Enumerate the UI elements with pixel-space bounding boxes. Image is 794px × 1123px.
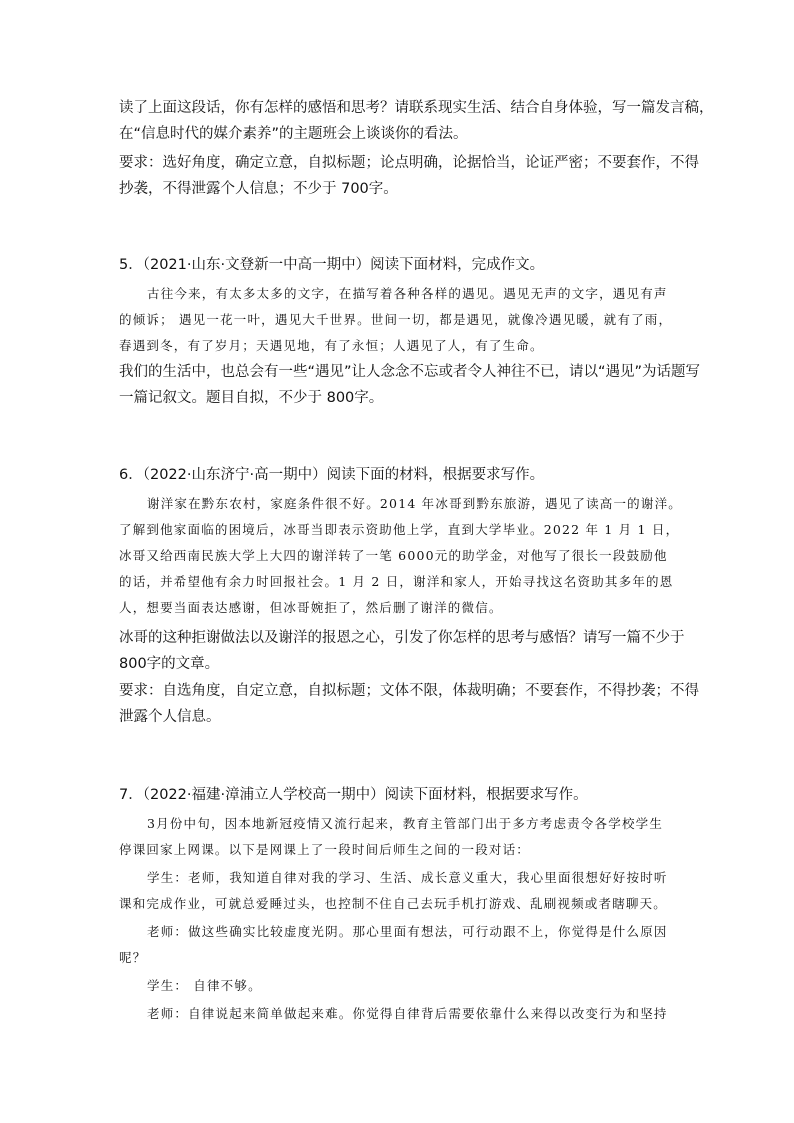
question-7-material-line-2: 停课回家上网课。以下是网课上了一段时间后师生之间的一段对话：	[119, 842, 531, 857]
question-5-material-line-1: 古往今来，有太多太多的文字，在描写着各种各样的遇见。遇见无声的文字，遇见有声	[147, 286, 668, 301]
question-7-dialogue-line-1: 学生：老师，我知道自律对我的学习、生活、成长意义重大，我心里面很想好好按时听	[147, 870, 668, 885]
question-5-prompt-line-1: 我们的生活中，也总会有一些“遇见”让人念念不忘或者令人神往不已，请以“遇见”为话题写	[119, 364, 701, 380]
question-6-prompt-line-2: 800字的文章。	[119, 656, 220, 672]
question-6-requirements-line-1: 要求：自选角度，自定立意，自拟标题；文体不限，体裁明确；不要套作，不得抄袭；不得	[119, 683, 699, 699]
question-7-material-line-1: 3月份中旬，因本地新冠疫情又流行起来，教育主管部门出于多方考虑责令各学校学生	[147, 816, 664, 831]
question-6-material-line-5: 人，想要当面表达感谢，但冰哥婉拒了，然后删了谢洋的微信。	[119, 600, 503, 615]
question-6-material-line-1: 谢洋家在黔东农村，家庭条件很不好。2014 年冰哥到黔东旅游，遇见了读高一的谢洋。	[147, 496, 682, 511]
question-7-dialogue-line-6: 老师：自律说起来简单做起来难。你觉得自律背后需要依靠什么来得以改变行为和坚持	[147, 1006, 668, 1021]
question-6-material-line-2: 了解到他家面临的困境后，冰哥当即表示资助他上学，直到大学毕业。2022 年 1 月 1 日，	[119, 522, 680, 537]
question-6-material-line-3: 冰哥又给西南民族大学上大四的谢洋转了一笔 6000元的助学金，对他写了很长一段鼓励他	[119, 548, 668, 563]
question-6-prompt-line-1: 冰哥的这种拒谢做法以及谢洋的报恩之心，引发了你怎样的思考与感悟？请写一篇不少于	[119, 630, 685, 646]
question-6-requirements-line-2: 泄露个人信息。	[119, 709, 221, 725]
requirements-line-2: 抄袭，不得泄露个人信息；不少于 700字。	[119, 181, 398, 197]
question-5-material-line-2: 的倾诉； 遇见一花一叶，遇见大千世界。世间一切，都是遇见，就像冷遇见暖，就有了雨，	[119, 312, 673, 327]
question-6-title: 6．（2022·山东济宁·高一期中）阅读下面的材料，根据要求写作。	[119, 467, 545, 483]
question-5-prompt-line-2: 一篇记叙文。题目自拟，不少于 800字。	[119, 390, 384, 406]
essay-intro-line-1: 读了上面这段话，你有怎样的感悟和思考？请联系现实生活、结合自身体验，写一篇发言稿，	[119, 100, 714, 116]
essay-intro-line-2: 在“信息时代的媒介素养”的主题班会上谈谈你的看法。	[119, 126, 468, 142]
question-7-title: 7．（2022·福建·漳浦立人学校高一期中）阅读下面材料，根据要求写作。	[119, 787, 588, 803]
question-7-dialogue-line-5: 学生： 自律不够。	[147, 978, 262, 993]
question-5-material-line-3: 春遇到冬，有了岁月；天遇见地，有了永恒；人遇见了人，有了生命。	[119, 338, 544, 353]
question-6-material-line-4: 的话，并希望他有余力时回报社会。1 月 2 日，谢洋和家人，开始寻找这名资助其多年的恩	[119, 574, 674, 589]
question-7-dialogue-line-3: 老师：做这些确实比较虚度光阴。那心里面有想法，可行动跟不上，你觉得是什么原因	[147, 924, 668, 939]
question-5-title: 5．（2021·山东·文登新一中高一期中）阅读下面材料，完成作文。	[119, 257, 545, 273]
question-7-dialogue-line-2: 课和完成作业，可就总爱睡过头，也控制不住自己去玩手机打游戏、乱刷视频或者瞎聊天。	[119, 896, 668, 911]
requirements-line-1: 要求：选好角度，确定立意，自拟标题；论点明确，论据恰当，论证严密；不要套作，不得	[119, 155, 699, 171]
question-7-dialogue-line-4: 呢？	[119, 950, 147, 965]
